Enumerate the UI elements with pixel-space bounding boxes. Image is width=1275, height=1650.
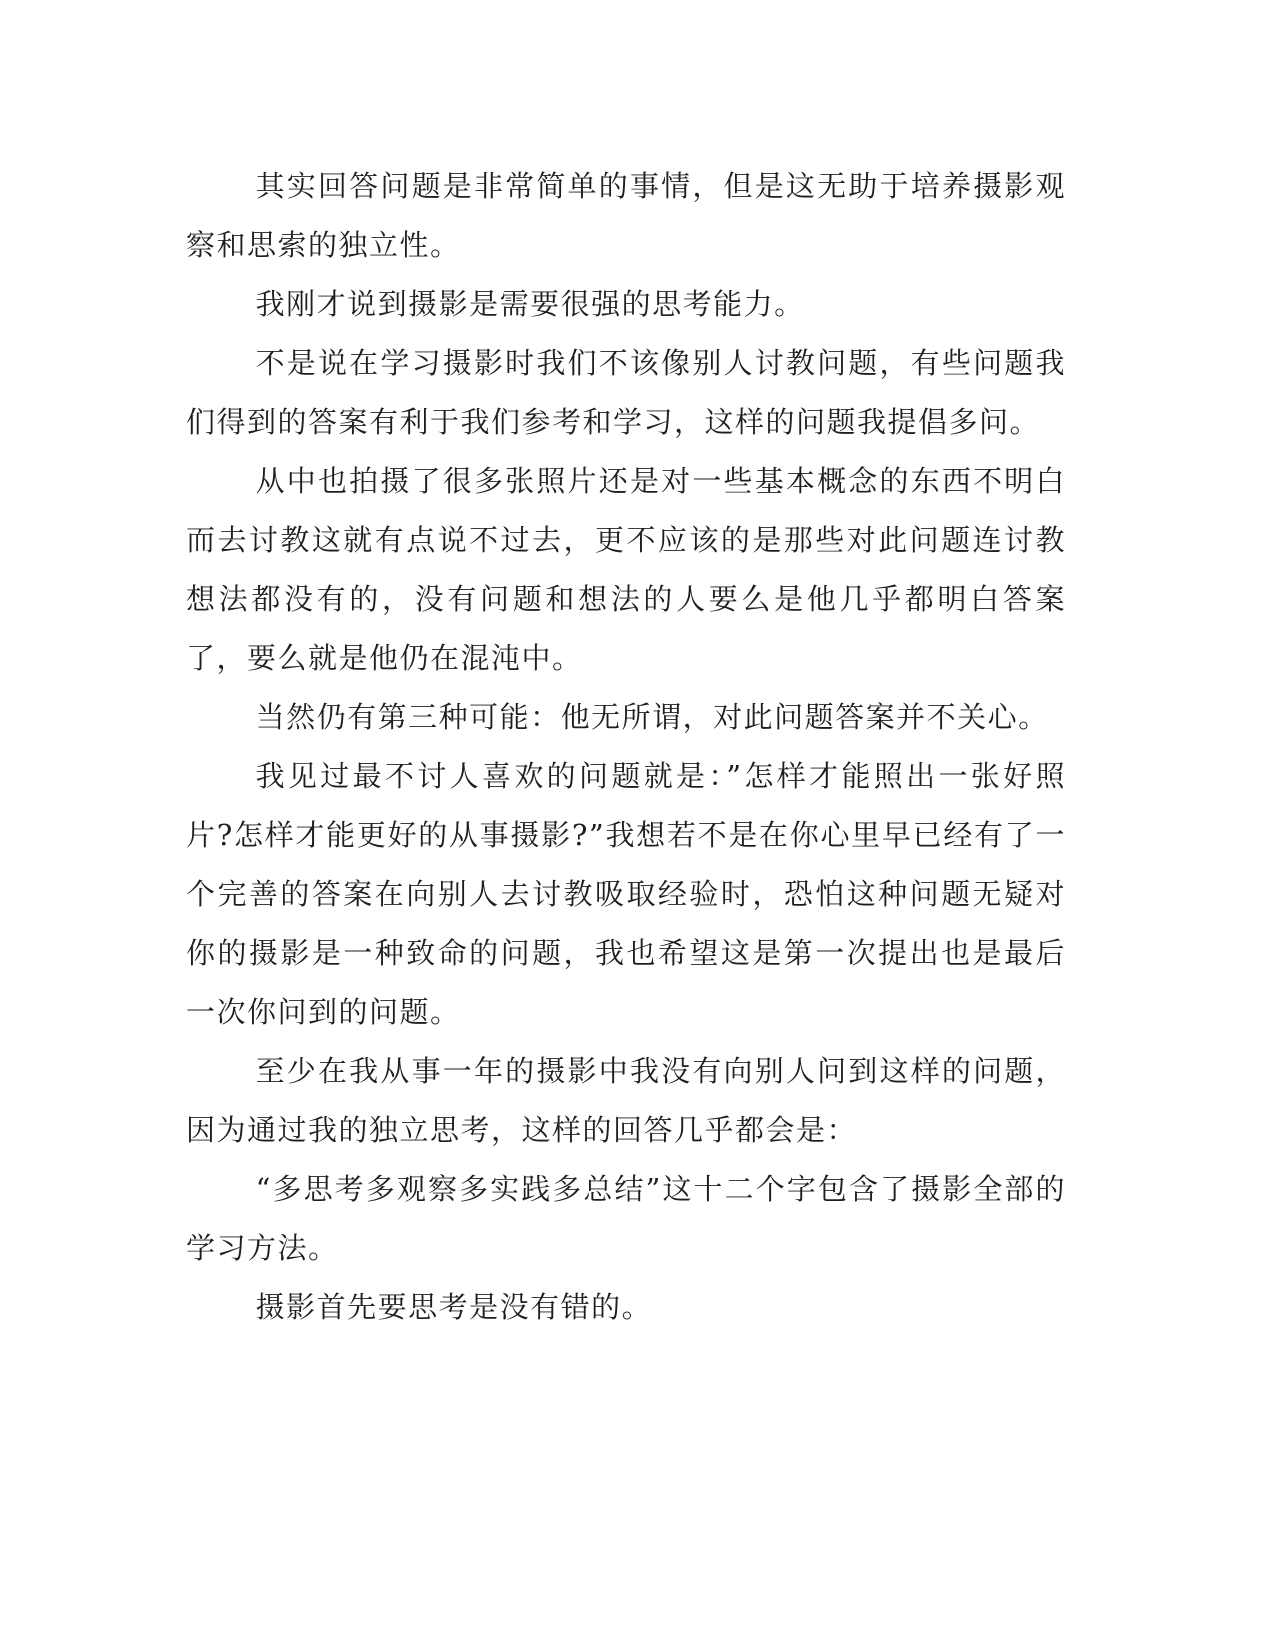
paragraph: 我见过最不讨人喜欢的问题就是：”怎样才能照出一张好照片?怎样才能更好的从事摄影?”我想若不是在你心里早已经有了一个完善的答案在向别人去讨教吸取经验时，恐怕这种问题无疑对你的摄影是一种致命的问题，我也希望这是第一次提出也是最后一次你问到的问题。: [186, 759, 1066, 1029]
paragraph: 不是说在学习摄影时我们不该像别人讨教问题，有些问题我们得到的答案有利于我们参考和学习，这样的问题我提倡多问。: [186, 346, 1066, 439]
paragraph: 当然仍有第三种可能：他无所谓，对此问题答案并不关心。: [255, 700, 1049, 734]
paragraph: 摄影首先要思考是没有错的。: [255, 1290, 653, 1324]
paragraph: 其实回答问题是非常简单的事情，但是这无助于培养摄影观察和思索的独立性。: [186, 169, 1066, 262]
paragraph: 从中也拍摄了很多张照片还是对一些基本概念的东西不明白而去讨教这就有点说不过去，更不应该的是那些对此问题连讨教想法都没有的，没有问题和想法的人要么是他几乎都明白答案了，要么就是他仍在混沌中。: [186, 464, 1066, 675]
paragraph: 我刚才说到摄影是需要很强的思考能力。: [255, 287, 805, 321]
paragraph: “多思考多观察多实践多总结”这十二个字包含了摄影全部的学习方法。: [186, 1172, 1066, 1265]
paragraph: 至少在我从事一年的摄影中我没有向别人问到这样的问题，因为通过我的独立思考，这样的回答几乎都会是：: [186, 1054, 1066, 1147]
document-body: [186, 157, 1066, 1337]
